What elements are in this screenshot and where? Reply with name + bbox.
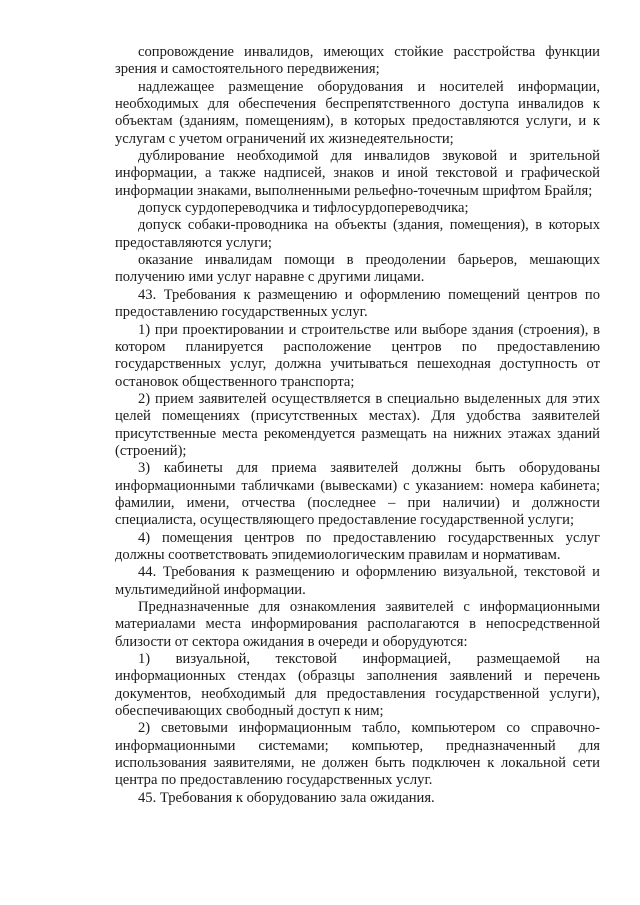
- paragraph: дублирование необходимой для инвалидов звуковой и зрительной информации, а также надписей, знаков и иной текстовой и графической информации знаками, выполненными рельефно-точечным шрифтом Брайля;: [115, 148, 600, 199]
- list-item: 3) кабинеты для приема заявителей должны быть оборудованы информационными табличками (вывесками) с указанием: номера кабинета; фамилии, имени, отчества (последнее – при наличии) и должности специалиста, осуществляющего предоставление государственной услуги;: [115, 460, 600, 529]
- paragraph: допуск собаки-проводника на объекты (здания, помещения), в которых предоставляются услуги;: [115, 217, 600, 251]
- paragraph: сопровождение инвалидов, имеющих стойкие расстройства функции зрения и самостоятельного передвижения;: [115, 44, 600, 78]
- paragraph: Предназначенные для ознакомления заявителей с информационными материалами места информирования располагаются в непосредственной близости от сектора ожидания в очереди и оборудуются:: [115, 599, 600, 650]
- section-heading-43: 43. Требования к размещению и оформлению помещений центров по предоставлению государственных услуг.: [115, 286, 600, 321]
- paragraph: допуск сурдопереводчика и тифлосурдопереводчика;: [138, 200, 469, 217]
- list-item: 1) визуальной, текстовой информацией, размещаемой на информационных стендах (образцы заполнения заявлений и перечень документов, необходимый для предоставления государственной услуги), обеспечивающих свободный доступ к ним;: [115, 651, 600, 720]
- paragraph: оказание инвалидам помощи в преодолении барьеров, мешающих получению ими услуг наравне с другими лицами.: [115, 252, 600, 286]
- list-item: 4) помещения центров по предоставлению государственных услуг должны соответствовать эпидемиологическим правилам и нормативам.: [115, 529, 600, 563]
- paragraph: надлежащее размещение оборудования и носителей информации, необходимых для обеспечения беспрепятственного доступа инвалидов к объектам (зданиям, помещениям), в которых предоставляются услуги, и к услугам с учетом ограничений их жизнедеятельности;: [115, 78, 600, 147]
- list-item: 2) прием заявителей осуществляется в специально выделенных для этих целей помещениях (присутственных местах). Для удобства заявителей присутственные места рекомендуется размещать на нижних этажах зданий (строений);: [115, 390, 600, 459]
- section-heading-44: 44. Требования к размещению и оформлению визуальной, текстовой и мультимедийной информации.: [115, 564, 600, 598]
- list-item: 1) при проектировании и строительстве или выборе здания (строения), в котором планируется расположение центров по предоставлению государственных услуг, должна учитываться пешеходная доступность от остановок общественного транспорта;: [115, 321, 600, 390]
- document-body: [115, 44, 600, 807]
- section-heading-45: 45. Требования к оборудованию зала ожидания.: [138, 789, 435, 806]
- list-item: 2) световыми информационным табло, компьютером со справочно-информационными системами; компьютер, предназначенный для использования заявителями, не должен быть подключен к локальной сети центра по предоставлению государственных услуг.: [115, 720, 600, 789]
